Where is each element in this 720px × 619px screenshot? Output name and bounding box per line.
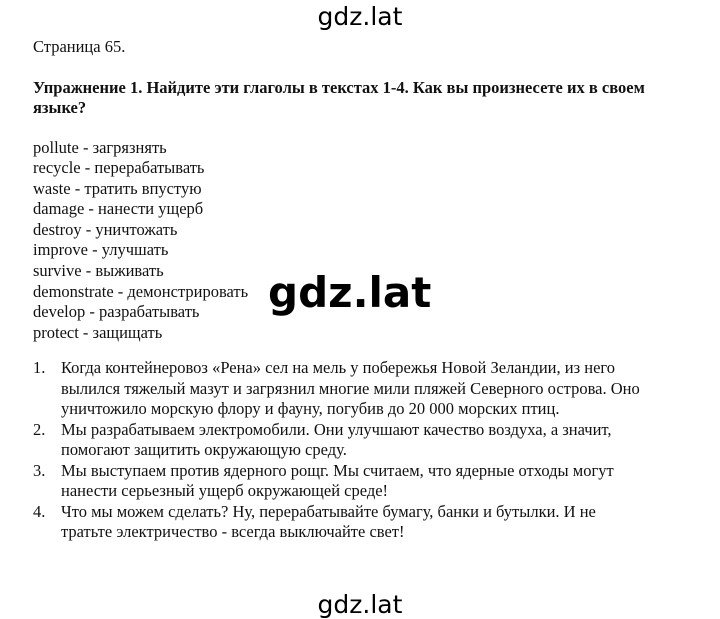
vocabulary-item: destroy - уничтожать xyxy=(33,219,178,239)
watermark-top: gdz.lat xyxy=(317,2,403,31)
sentence-text: Когда контейнеровоз «Рена» сел на мель у побережья Новой Зеландии, из него вылился тяжелый мазут и загрязнил многие мили пляжей Северного острова. Оно уничтожило морскую флору и фауну, погубив до 20 000 морских птиц. xyxy=(61,358,640,419)
vocabulary-item: improve - улучшать xyxy=(33,240,169,260)
sentence-item xyxy=(33,420,641,461)
vocabulary-item: protect - защищать xyxy=(33,322,163,342)
vocabulary-item: demonstrate - демонстрировать xyxy=(33,281,249,301)
sentence-list xyxy=(33,358,673,543)
sentence-number: 1. xyxy=(33,358,46,378)
exercise-title: Упражнение 1. Найдите эти глаголы в текстах 1-4. Как вы произнесете их в своем языке? xyxy=(33,77,645,117)
watermark-middle: gdz.lat xyxy=(268,268,432,317)
sentence-text: Мы разрабатываем электромобили. Они улучшают качество воздуха, а значит, помогают защитить окружающую среду. xyxy=(61,419,612,460)
sentence-number: 2. xyxy=(33,419,46,439)
vocabulary-item: waste - тратить впустую xyxy=(33,178,202,198)
sentence-number: 4. xyxy=(33,501,46,521)
sentence-item xyxy=(33,358,641,420)
sentence-item xyxy=(33,502,641,543)
vocabulary-item: recycle - перерабатывать xyxy=(33,158,205,178)
vocabulary-item: pollute - загрязнять xyxy=(33,137,167,157)
sentence-item xyxy=(33,461,641,502)
page-number: Страница 65. xyxy=(33,37,126,56)
vocabulary-item: damage - нанести ущерб xyxy=(33,199,204,219)
sentence-number: 3. xyxy=(33,460,46,480)
watermark-bottom: gdz.lat xyxy=(317,590,403,619)
sentence-text: Что мы можем сделать? Ну, перерабатывайте бумагу, банки и бутылки. И не тратьте электричество - всегда выключайте свет! xyxy=(61,501,596,542)
vocabulary-item: develop - разрабатывать xyxy=(33,302,200,322)
vocabulary-item: survive - выживать xyxy=(33,261,164,281)
sentence-text: Мы выступаем против ядерного рощг. Мы считаем, что ядерные отходы могут нанести серьезный ущерб окружающей среде! xyxy=(61,460,614,501)
